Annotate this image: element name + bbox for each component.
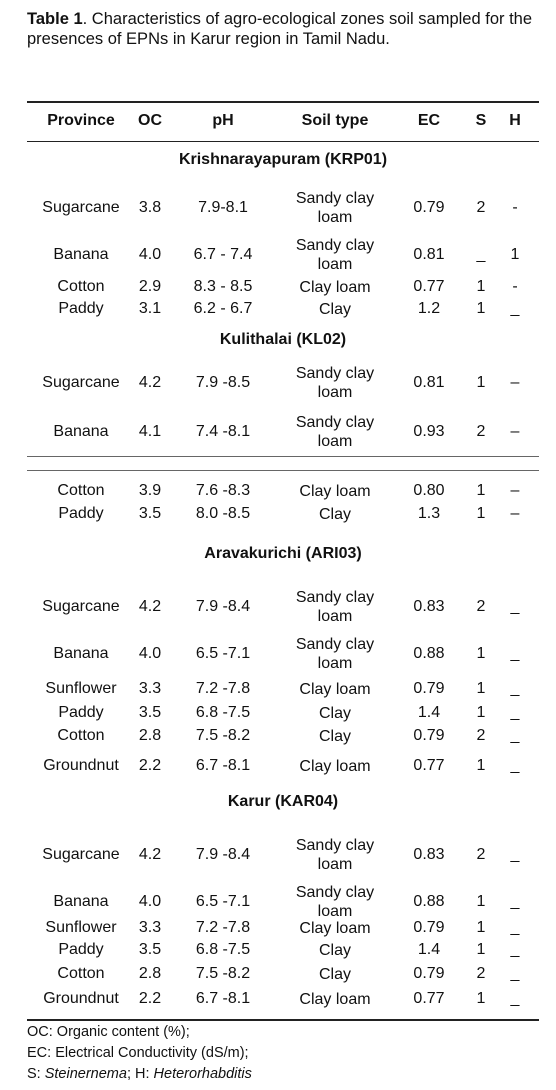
header-soil-type: Soil type	[301, 112, 369, 129]
cell-oc: 4.2	[138, 846, 162, 863]
cell-h: _	[510, 757, 520, 774]
cell-soil-type: Sandy clay	[295, 636, 375, 653]
cell-ph: 7.9 -8.4	[195, 598, 251, 615]
bottom-rule	[27, 1019, 539, 1021]
table-caption	[27, 10, 542, 49]
cell-soil-type: Clay	[318, 965, 351, 983]
cell-s: 2	[476, 965, 486, 982]
section-title: Karur (KAR04)	[227, 793, 339, 810]
cell-s: 1	[476, 704, 486, 721]
cell-province: Sugarcane	[42, 598, 120, 615]
cell-soil-type: loam	[317, 608, 353, 625]
cell-province: Cotton	[57, 482, 105, 499]
footnote-ec: EC: Electrical Conductivity (dS/m);	[27, 1045, 249, 1061]
cell-h: _	[510, 965, 520, 982]
cell-oc: 4.0	[138, 645, 162, 662]
cell-ph: 6.8 -7.5	[195, 941, 251, 958]
cell-ec: 0.88	[413, 893, 445, 910]
cell-s: 2	[476, 423, 486, 440]
cell-oc: 2.9	[138, 278, 162, 295]
page-break-rule	[27, 456, 539, 457]
cell-ec: 0.79	[413, 199, 445, 216]
cell-h: -	[512, 278, 518, 295]
cell-ec: 1.4	[417, 704, 441, 721]
cell-s: 1	[476, 757, 486, 774]
cell-ec: 0.81	[413, 374, 445, 391]
cell-h: _	[510, 941, 520, 958]
cell-ec: 0.79	[413, 919, 445, 936]
cell-soil-type: Clay loam	[299, 919, 371, 937]
cell-oc: 4.0	[138, 246, 162, 263]
cell-soil-type: loam	[317, 209, 353, 226]
cell-ec: 0.93	[413, 423, 445, 440]
cell-ec: 0.77	[413, 278, 445, 295]
cell-province: Banana	[53, 246, 109, 263]
cell-h: _	[510, 645, 520, 662]
cell-h: _	[510, 846, 520, 863]
cell-soil-type: Sandy clay	[295, 414, 375, 431]
footnote-s-genus: Steinernema	[44, 1066, 127, 1082]
cell-s: 1	[476, 374, 486, 391]
cell-soil-type: loam	[317, 433, 353, 450]
cell-province: Groundnut	[43, 990, 119, 1007]
cell-soil-type: loam	[317, 903, 353, 920]
cell-h: _	[510, 704, 520, 721]
cell-soil-type: Clay loam	[299, 680, 371, 698]
cell-ec: 0.79	[413, 727, 445, 744]
cell-soil-type: Clay	[318, 941, 351, 959]
cell-province: Sugarcane	[42, 199, 120, 216]
cell-oc: 3.9	[138, 482, 162, 499]
footnote-h-genus: Heterorhabditis	[153, 1066, 252, 1082]
cell-ph: 7.9 -8.5	[195, 374, 251, 391]
cell-soil-type: Sandy clay	[295, 884, 375, 901]
cell-ec: 0.80	[413, 482, 445, 499]
cell-province: Cotton	[57, 278, 105, 295]
cell-s: 2	[476, 846, 486, 863]
cell-oc: 3.5	[138, 704, 162, 721]
cell-province: Sugarcane	[42, 846, 120, 863]
cell-province: Banana	[53, 645, 109, 662]
cell-ph: 7.2 -7.8	[195, 680, 251, 697]
cell-ec: 0.79	[413, 965, 445, 982]
cell-ph: 8.0 -8.5	[195, 505, 251, 522]
cell-oc: 4.2	[138, 374, 162, 391]
cell-soil-type: Sandy clay	[295, 837, 375, 854]
cell-province: Paddy	[58, 704, 104, 721]
cell-oc: 3.1	[138, 300, 162, 317]
header-province: Province	[47, 112, 115, 129]
cell-province: Sunflower	[45, 680, 117, 697]
cell-ec: 0.77	[413, 990, 445, 1007]
cell-oc: 3.3	[138, 919, 162, 936]
cell-ph: 7.2 -7.8	[195, 919, 251, 936]
footnote-oc: OC: Organic content (%);	[27, 1024, 190, 1040]
cell-ec: 0.88	[413, 645, 445, 662]
cell-province: Sunflower	[45, 919, 117, 936]
footnote-h-prefix: ; H:	[126, 1066, 154, 1082]
cell-oc: 4.2	[138, 598, 162, 615]
cell-soil-type: loam	[317, 655, 353, 672]
cell-province: Groundnut	[43, 757, 119, 774]
cell-oc: 4.0	[138, 893, 162, 910]
cell-h: –	[510, 482, 520, 499]
cell-soil-type: loam	[317, 256, 353, 273]
cell-s: 1	[476, 482, 486, 499]
cell-soil-type: Clay loam	[299, 482, 371, 500]
cell-province: Sugarcane	[42, 374, 120, 391]
cell-soil-type: Clay	[318, 300, 351, 318]
cell-s: 1	[476, 893, 486, 910]
cell-soil-type: loam	[317, 856, 353, 873]
cell-ec: 0.83	[413, 598, 445, 615]
cell-ec: 1.2	[417, 300, 441, 317]
cell-ph: 7.9 -8.4	[195, 846, 251, 863]
cell-ph: 7.9-8.1	[198, 199, 248, 216]
cell-soil-type: Clay	[318, 505, 351, 523]
cell-province: Paddy	[58, 505, 104, 522]
cell-oc: 2.2	[138, 990, 162, 1007]
cell-ec: 0.77	[413, 757, 445, 774]
cell-ec: 1.3	[417, 505, 441, 522]
cell-ph: 7.5 -8.2	[195, 727, 251, 744]
section-title: Aravakurichi (ARI03)	[204, 545, 362, 562]
cell-s: 1	[476, 990, 486, 1007]
top-rule	[27, 101, 539, 103]
cell-h: _	[510, 990, 520, 1007]
cell-ec: 0.83	[413, 846, 445, 863]
section-title: Krishnarayapuram (KRP01)	[178, 151, 388, 168]
cell-ph: 6.7 - 7.4	[193, 246, 253, 263]
cell-ph: 6.7 -8.1	[195, 757, 251, 774]
cell-s: 2	[476, 598, 486, 615]
cell-soil-type: Clay	[318, 704, 351, 722]
section-title: Kulithalai (KL02)	[219, 331, 347, 348]
cell-h: –	[510, 505, 520, 522]
cell-h: _	[510, 893, 520, 910]
cell-s: 1	[476, 300, 486, 317]
cell-ec: 0.79	[413, 680, 445, 697]
cell-province: Cotton	[57, 965, 105, 982]
cell-h: 1	[510, 246, 520, 263]
cell-soil-type: Sandy clay	[295, 589, 375, 606]
cell-h: –	[510, 423, 520, 440]
cell-s: 1	[476, 941, 486, 958]
cell-h: -	[512, 199, 518, 216]
cell-h: _	[510, 919, 520, 936]
cell-s: 2	[476, 199, 486, 216]
cell-ph: 6.2 - 6.7	[193, 300, 253, 317]
cell-soil-type: loam	[317, 384, 353, 401]
page-break-rule	[27, 470, 539, 471]
cell-ph: 7.5 -8.2	[195, 965, 251, 982]
cell-s: 1	[476, 645, 486, 662]
cell-h: _	[510, 598, 520, 615]
cell-oc: 4.1	[138, 423, 162, 440]
cell-s: 1	[476, 680, 486, 697]
cell-oc: 3.5	[138, 941, 162, 958]
header-ph: pH	[212, 112, 234, 129]
cell-ph: 6.5 -7.1	[195, 893, 251, 910]
footnote-genera	[27, 1066, 252, 1082]
header-rule	[27, 141, 539, 142]
header-s: S	[475, 112, 487, 129]
cell-oc: 2.8	[138, 727, 162, 744]
cell-s: _	[476, 246, 486, 263]
cell-oc: 3.8	[138, 199, 162, 216]
header-ec: EC	[417, 112, 441, 129]
cell-soil-type: Sandy clay	[295, 365, 375, 382]
cell-soil-type: Clay loam	[299, 990, 371, 1008]
caption-label: Table 1	[27, 10, 83, 28]
cell-soil-type: Clay loam	[299, 278, 371, 296]
cell-soil-type: Clay loam	[299, 757, 371, 775]
caption-text: . Characteristics of agro-ecological zones soil sampled for the presences of EPNs in Karur region in Tamil Nadu.	[27, 10, 533, 48]
header-h: H	[509, 112, 521, 129]
cell-province: Banana	[53, 893, 109, 910]
cell-s: 1	[476, 505, 486, 522]
cell-soil-type: Sandy clay	[295, 237, 375, 254]
footnote-s-prefix: S:	[27, 1066, 45, 1082]
cell-ph: 6.5 -7.1	[195, 645, 251, 662]
cell-oc: 2.8	[138, 965, 162, 982]
cell-oc: 3.5	[138, 505, 162, 522]
cell-h: –	[510, 374, 520, 391]
cell-soil-type: Clay	[318, 727, 351, 745]
cell-province: Paddy	[58, 300, 104, 317]
cell-oc: 3.3	[138, 680, 162, 697]
cell-h: _	[510, 727, 520, 744]
header-oc: OC	[138, 112, 162, 129]
cell-province: Cotton	[57, 727, 105, 744]
cell-ph: 7.4 -8.1	[195, 423, 251, 440]
cell-s: 2	[476, 727, 486, 744]
cell-province: Paddy	[58, 941, 104, 958]
cell-soil-type: Sandy clay	[295, 190, 375, 207]
cell-ph: 6.7 -8.1	[195, 990, 251, 1007]
cell-ph: 7.6 -8.3	[195, 482, 251, 499]
cell-ph: 6.8 -7.5	[195, 704, 251, 721]
cell-ec: 0.81	[413, 246, 445, 263]
cell-s: 1	[476, 278, 486, 295]
cell-h: _	[510, 680, 520, 697]
cell-ph: 8.3 - 8.5	[193, 278, 253, 295]
cell-oc: 2.2	[138, 757, 162, 774]
cell-ec: 1.4	[417, 941, 441, 958]
cell-h: _	[510, 300, 520, 317]
cell-province: Banana	[53, 423, 109, 440]
cell-s: 1	[476, 919, 486, 936]
